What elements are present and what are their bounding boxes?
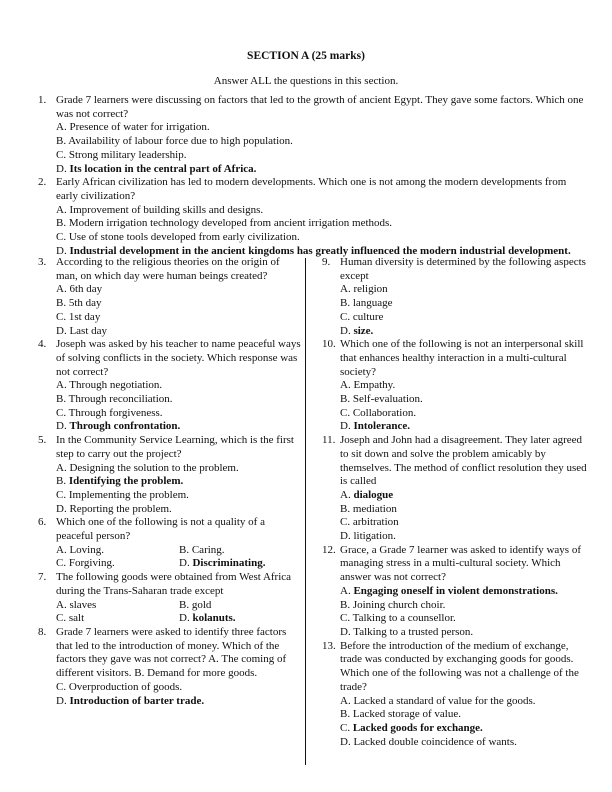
answer-options (56, 544, 302, 571)
answer-option (340, 297, 592, 311)
column-divider (305, 258, 306, 765)
question-12 (322, 544, 592, 640)
option-label: D. (340, 530, 351, 543)
option-label: B. (56, 393, 67, 406)
question-stem: Human diversity is determined by the following aspects except (340, 256, 586, 282)
answer-option (56, 297, 302, 311)
answer-options (56, 379, 302, 434)
question-number: 3. (38, 256, 47, 268)
answer-option (56, 121, 590, 135)
option-text: gold (191, 598, 212, 611)
answer-options (340, 489, 592, 544)
answer-option (340, 420, 592, 434)
option-label: A. (56, 461, 67, 474)
answer-options (56, 121, 590, 176)
question-number: 10. (322, 338, 336, 351)
full-width-questions (38, 94, 590, 258)
question-7 (38, 571, 302, 626)
option-text: litigation. (353, 530, 396, 543)
option-text: Improvement of building skills and designs. (69, 203, 264, 216)
option-text: arbitration (352, 516, 399, 529)
option-text: Industrial development in the ancient kingdoms has greatly influenced the modern industrial development. (69, 244, 571, 257)
question-number: 12. (322, 543, 336, 556)
option-text: Its location in the central part of Africa. (69, 162, 257, 175)
answer-option (56, 311, 302, 325)
answer-options (340, 695, 592, 750)
option-text: Collaboration. (352, 406, 417, 419)
option-label: B. (340, 393, 351, 406)
answer-option (56, 379, 302, 393)
option-label: C. (340, 612, 351, 625)
option-label: C. (340, 516, 351, 529)
question-number: 8. (38, 625, 47, 638)
answer-option (340, 530, 592, 544)
option-label: D. (179, 557, 190, 570)
option-label: A. (340, 283, 351, 296)
option-label: D. (56, 324, 67, 337)
option-text: Intolerance. (353, 420, 410, 433)
option-text: Through reconciliation. (68, 393, 173, 406)
option-text: Through negotiation. (69, 379, 163, 392)
answer-options (340, 379, 592, 434)
option-text: Through confrontation. (69, 420, 181, 433)
answer-options (56, 462, 302, 517)
answer-options (56, 204, 590, 259)
answer-option (56, 204, 590, 218)
option-label: B. (56, 475, 67, 488)
answer-options (340, 585, 592, 640)
option-text: Through forgiveness. (68, 406, 163, 419)
option-label: D. (56, 162, 67, 175)
option-label: C. (56, 680, 67, 693)
option-text: religion (353, 283, 388, 296)
question-number: 9. (322, 256, 331, 268)
question-2 (38, 176, 590, 258)
option-label: C. (340, 310, 351, 323)
answer-option (340, 626, 592, 640)
option-text: Loving. (69, 543, 104, 556)
option-text: Identifying the problem. (68, 475, 184, 488)
option-label: B. (340, 598, 351, 611)
option-text: Talking to a counsellor. (352, 612, 456, 625)
answer-option (340, 393, 592, 407)
option-text: Presence of water for irrigation. (69, 121, 210, 134)
option-text: Lacked goods for exchange. (352, 721, 483, 734)
option-label: A. (56, 543, 67, 556)
option-label: C. (56, 310, 67, 323)
section-title: SECTION A (25 marks) (247, 50, 365, 62)
option-label: D. (56, 420, 67, 433)
option-text: 6th day (69, 283, 103, 296)
answer-option (179, 612, 302, 626)
question-stem: According to the religious theories on the origin of man, on which day were human beings created? (56, 256, 280, 282)
option-label: A. (56, 379, 67, 392)
question-stem: Joseph was asked by his teacher to name peaceful ways of solving conflicts in the society. Which response was not correct? (56, 338, 301, 378)
option-text: Discriminating. (192, 557, 266, 570)
answer-option (56, 462, 302, 476)
option-text: Empathy. (353, 379, 396, 392)
answer-option (56, 149, 590, 163)
question-stem: Which one of the following is not an interpersonal skill that enhances healthy interaction in a multi-cultural society? (340, 338, 584, 378)
option-label: B. (56, 297, 67, 310)
option-text: Introduction of barter trade. (69, 694, 205, 707)
option-label: D. (340, 420, 351, 433)
question-number: 4. (38, 338, 47, 351)
question-number: 13. (322, 639, 336, 652)
question-number: 6. (38, 516, 47, 529)
option-text: Lacked double coincidence of wants. (353, 735, 517, 748)
answer-option (56, 599, 179, 613)
option-label: A. (56, 598, 67, 611)
question-number: 2. (38, 176, 47, 189)
left-column-questions (38, 256, 302, 708)
question-1 (38, 94, 590, 176)
option-text: Overproduction of goods. (68, 680, 183, 693)
option-text: Use of stone tools developed from early civilization. (68, 231, 300, 244)
answer-option (56, 231, 590, 245)
option-label: C. (340, 406, 351, 419)
option-label: C. (56, 488, 67, 501)
option-label: B. (56, 135, 67, 148)
question-6 (38, 516, 302, 571)
option-text: Reporting the problem. (69, 502, 172, 515)
question-stem: Grade 7 learners were asked to identify three factors that led to the introduction of money. Which of the factors they gave was not correct? A. The coming of different visitors. B. Demand for more goods. (56, 625, 287, 680)
answer-option (340, 612, 592, 626)
option-label: C. (56, 148, 67, 161)
option-text: Modern irrigation technology developed from ancient irrigation methods. (68, 217, 393, 230)
option-label: A. (56, 283, 67, 296)
option-text: Lacked a standard of value for the goods. (353, 694, 536, 707)
option-text: 1st day (68, 310, 101, 323)
answer-option (340, 379, 592, 393)
option-text: slaves (69, 598, 97, 611)
answer-option (56, 135, 590, 149)
option-label: A. (340, 379, 351, 392)
option-label: D. (56, 502, 67, 515)
question-8 (38, 626, 302, 708)
answer-option (340, 708, 592, 722)
option-label: B. (340, 708, 351, 721)
answer-option (56, 325, 302, 339)
option-label: A. (340, 584, 351, 597)
answer-option (56, 681, 302, 695)
question-stem: Early African civilization has led to modern developments. Which one is not among the modern developments from early civilization? (56, 176, 567, 202)
option-text: language (352, 297, 393, 310)
question-stem: The following goods were obtained from West Africa during the Trans-Saharan trade except (56, 571, 292, 597)
option-text: Engaging oneself in violent demonstrations. (353, 584, 558, 597)
option-label: B. (179, 543, 190, 556)
option-label: B. (340, 297, 351, 310)
answer-option (340, 283, 592, 297)
option-label: A. (340, 694, 351, 707)
question-10 (322, 338, 592, 434)
option-text: mediation (352, 502, 397, 515)
option-label: C. (56, 557, 67, 570)
question-number: 7. (38, 571, 47, 584)
option-label: D. (56, 244, 67, 257)
question-number: 11. (322, 434, 336, 447)
answer-options (56, 681, 302, 708)
answer-options (56, 283, 302, 338)
answer-option (56, 612, 179, 626)
option-text: salt (68, 612, 85, 625)
option-label: C. (56, 406, 67, 419)
answer-option (56, 217, 590, 231)
option-label: A. (56, 203, 67, 216)
option-text: Lacked storage of value. (352, 708, 461, 721)
option-label: B. (179, 598, 190, 611)
option-text: culture (352, 310, 384, 323)
option-label: B. (56, 217, 67, 230)
answer-option (56, 163, 590, 177)
section-instruction: Answer ALL the questions in this section. (213, 75, 399, 87)
answer-option (340, 503, 592, 517)
option-text: Talking to a trusted person. (353, 625, 474, 638)
option-label: A. (340, 488, 351, 501)
right-column-questions (322, 256, 592, 749)
question-number: 5. (38, 434, 47, 447)
answer-option (56, 489, 302, 503)
answer-option (56, 557, 179, 571)
answer-option (340, 736, 592, 750)
question-4 (38, 338, 302, 434)
answer-option (340, 695, 592, 709)
option-text: kolanuts. (192, 612, 236, 625)
question-stem: Joseph and John had a disagreement. They later agreed to sit down and solve the problem amicably by themselves. The method of conflict resolution they used is called (340, 434, 587, 488)
answer-option (56, 393, 302, 407)
option-text: Last day (69, 324, 108, 337)
answer-option (56, 544, 179, 558)
option-label: C. (340, 721, 351, 734)
option-label: D. (340, 735, 351, 748)
option-label: D. (340, 625, 351, 638)
question-stem: Grace, a Grade 7 learner was asked to identify ways of managing stress in a multi-cultural society. Which answer was not correct? (340, 543, 581, 584)
question-9 (322, 256, 592, 338)
option-text: Availability of labour force due to high population. (68, 135, 293, 148)
option-text: dialogue (353, 488, 394, 501)
answer-option (340, 585, 592, 599)
option-text: Strong military leadership. (68, 148, 187, 161)
question-3 (38, 256, 302, 338)
question-5 (38, 434, 302, 516)
option-label: C. (56, 231, 67, 244)
option-label: D. (56, 694, 67, 707)
option-label: B. (340, 502, 351, 515)
question-13 (322, 640, 592, 750)
answer-option (179, 544, 302, 558)
answer-option (340, 407, 592, 421)
question-11 (322, 434, 592, 544)
question-stem: Which one of the following is not a quality of a peaceful person? (56, 516, 265, 543)
answer-option (340, 516, 592, 530)
option-text: Joining church choir. (352, 598, 446, 611)
answer-option (56, 407, 302, 421)
option-text: Forgiving. (68, 557, 115, 570)
answer-option (340, 489, 592, 503)
option-label: C. (56, 612, 67, 625)
answer-option (340, 325, 592, 339)
question-stem: Before the introduction of the medium of exchange, trade was conducted by exchanging goods for goods. Which one of the following was not a challenge of the trade? (340, 639, 579, 693)
option-label: D. (340, 324, 351, 337)
answer-option (56, 283, 302, 297)
answer-option (56, 503, 302, 517)
option-text: 5th day (68, 297, 102, 310)
option-text: Caring. (191, 543, 225, 556)
option-label: A. (56, 121, 67, 134)
question-stem: In the Community Service Learning, which is the first step to carry out the project? (56, 434, 294, 460)
question-stem: Grade 7 learners were discussing on factors that led to the growth of ancient Egypt. They gave some factors. Which one was not correct? (56, 94, 584, 120)
option-text: size. (353, 324, 374, 337)
option-text: Implementing the problem. (68, 488, 189, 501)
answer-option (340, 311, 592, 325)
option-text: Designing the solution to the problem. (69, 461, 239, 474)
answer-option (340, 599, 592, 613)
answer-option (179, 599, 302, 613)
answer-option (56, 695, 302, 709)
option-text: Self-evaluation. (352, 393, 423, 406)
option-label: D. (179, 612, 190, 625)
answer-option (56, 420, 302, 434)
question-number: 1. (38, 94, 47, 106)
answer-options (340, 283, 592, 338)
answer-option (340, 722, 592, 736)
answer-option (179, 557, 302, 571)
answer-option (56, 475, 302, 489)
answer-options (56, 599, 302, 626)
